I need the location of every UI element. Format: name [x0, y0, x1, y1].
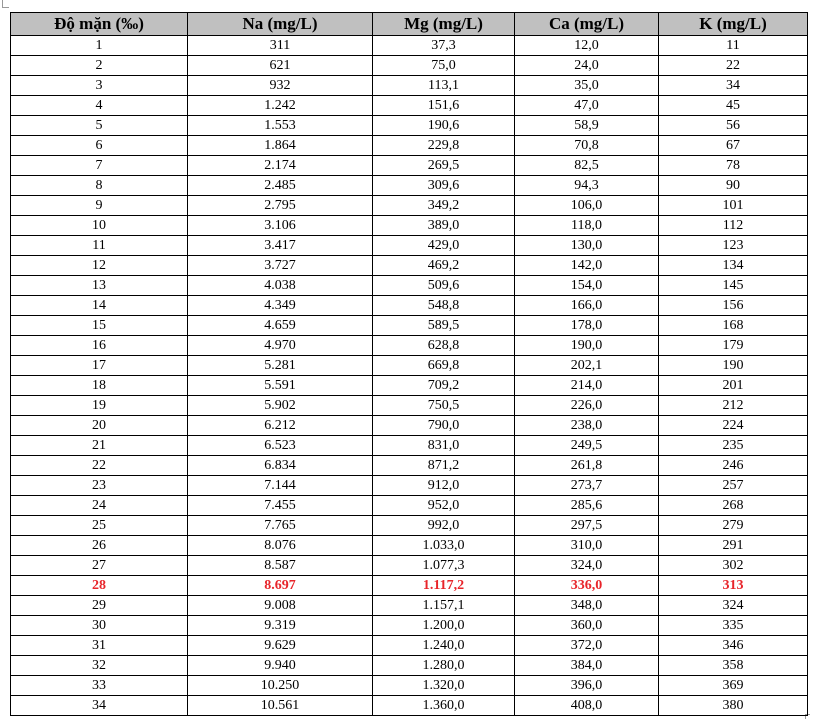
- magnesium-cell: 952,0: [373, 496, 515, 516]
- calcium-cell: 408,0: [515, 696, 659, 716]
- table-row: [11, 116, 808, 136]
- potassium-cell: 212: [659, 396, 808, 416]
- table-row: [11, 316, 808, 336]
- sodium-cell: 7.765: [188, 516, 373, 536]
- calcium-cell: 130,0: [515, 236, 659, 256]
- table-row: [11, 156, 808, 176]
- sodium-cell: 311: [188, 36, 373, 56]
- potassium-cell: 268: [659, 496, 808, 516]
- table-row: [11, 56, 808, 76]
- sodium-cell: 4.970: [188, 336, 373, 356]
- calcium-cell: 238,0: [515, 416, 659, 436]
- sodium-cell: 4.659: [188, 316, 373, 336]
- header-potassium: K (mg/L): [659, 13, 808, 36]
- calcium-cell: 35,0: [515, 76, 659, 96]
- sodium-cell: 5.902: [188, 396, 373, 416]
- salinity-cell: 29: [11, 596, 188, 616]
- header-salinity: Độ mặn (‰): [11, 13, 188, 36]
- potassium-cell: 224: [659, 416, 808, 436]
- magnesium-cell: 750,5: [373, 396, 515, 416]
- sodium-cell: 7.144: [188, 476, 373, 496]
- magnesium-cell: 1.077,3: [373, 556, 515, 576]
- salinity-cell: 16: [11, 336, 188, 356]
- sodium-cell: 8.697: [188, 576, 373, 596]
- sodium-cell: 2.174: [188, 156, 373, 176]
- potassium-cell: 22: [659, 56, 808, 76]
- salinity-cell: 5: [11, 116, 188, 136]
- salinity-cell: 1: [11, 36, 188, 56]
- sodium-cell: 5.591: [188, 376, 373, 396]
- magnesium-cell: 831,0: [373, 436, 515, 456]
- potassium-cell: 101: [659, 196, 808, 216]
- table-row: [11, 236, 808, 256]
- table-row: [11, 256, 808, 276]
- sodium-cell: 3.727: [188, 256, 373, 276]
- table-row: [11, 196, 808, 216]
- calcium-cell: 94,3: [515, 176, 659, 196]
- salinity-cell: 10: [11, 216, 188, 236]
- magnesium-cell: 151,6: [373, 96, 515, 116]
- table-row: [11, 416, 808, 436]
- magnesium-cell: 912,0: [373, 476, 515, 496]
- potassium-cell: 78: [659, 156, 808, 176]
- potassium-cell: 335: [659, 616, 808, 636]
- salinity-cell: 13: [11, 276, 188, 296]
- sodium-cell: 9.940: [188, 656, 373, 676]
- salinity-cell: 31: [11, 636, 188, 656]
- salinity-cell: 14: [11, 296, 188, 316]
- magnesium-cell: 589,5: [373, 316, 515, 336]
- calcium-cell: 154,0: [515, 276, 659, 296]
- sodium-cell: 3.417: [188, 236, 373, 256]
- salinity-cell: 34: [11, 696, 188, 716]
- calcium-cell: 336,0: [515, 576, 659, 596]
- sodium-cell: 8.076: [188, 536, 373, 556]
- sodium-cell: 1.864: [188, 136, 373, 156]
- table-row: [11, 656, 808, 676]
- table-row: [11, 556, 808, 576]
- salinity-cell: 9: [11, 196, 188, 216]
- calcium-cell: 166,0: [515, 296, 659, 316]
- calcium-cell: 24,0: [515, 56, 659, 76]
- potassium-cell: 67: [659, 136, 808, 156]
- calcium-cell: 273,7: [515, 476, 659, 496]
- calcium-cell: 372,0: [515, 636, 659, 656]
- table-header: [11, 13, 808, 36]
- sodium-cell: 1.553: [188, 116, 373, 136]
- salinity-cell: 6: [11, 136, 188, 156]
- salinity-cell: 11: [11, 236, 188, 256]
- table-row: [11, 456, 808, 476]
- salinity-cell: 21: [11, 436, 188, 456]
- potassium-cell: 156: [659, 296, 808, 316]
- text-boundary-mark: [2, 0, 9, 8]
- potassium-cell: 313: [659, 576, 808, 596]
- calcium-cell: 261,8: [515, 456, 659, 476]
- calcium-cell: 348,0: [515, 596, 659, 616]
- magnesium-cell: 1.280,0: [373, 656, 515, 676]
- sodium-cell: 8.587: [188, 556, 373, 576]
- magnesium-cell: 1.033,0: [373, 536, 515, 556]
- calcium-cell: 58,9: [515, 116, 659, 136]
- salinity-cell: 3: [11, 76, 188, 96]
- salinity-cell: 18: [11, 376, 188, 396]
- calcium-cell: 249,5: [515, 436, 659, 456]
- salinity-cell: 28: [11, 576, 188, 596]
- salinity-cell: 30: [11, 616, 188, 636]
- table-row: [11, 296, 808, 316]
- magnesium-cell: 509,6: [373, 276, 515, 296]
- sodium-cell: 6.212: [188, 416, 373, 436]
- magnesium-cell: 269,5: [373, 156, 515, 176]
- table-row: [11, 276, 808, 296]
- sodium-cell: 6.834: [188, 456, 373, 476]
- potassium-cell: 168: [659, 316, 808, 336]
- magnesium-cell: 1.157,1: [373, 596, 515, 616]
- table-row: [11, 36, 808, 56]
- table-row: [11, 356, 808, 376]
- magnesium-cell: 309,6: [373, 176, 515, 196]
- magnesium-cell: 113,1: [373, 76, 515, 96]
- table-row: [11, 676, 808, 696]
- potassium-cell: 123: [659, 236, 808, 256]
- salinity-cell: 25: [11, 516, 188, 536]
- table-row: [11, 136, 808, 156]
- potassium-cell: 346: [659, 636, 808, 656]
- magnesium-cell: 1.320,0: [373, 676, 515, 696]
- magnesium-cell: 75,0: [373, 56, 515, 76]
- header-sodium: Na (mg/L): [188, 13, 373, 36]
- header-calcium: Ca (mg/L): [515, 13, 659, 36]
- calcium-cell: 12,0: [515, 36, 659, 56]
- salinity-ion-table: [10, 12, 808, 716]
- calcium-cell: 47,0: [515, 96, 659, 116]
- potassium-cell: 291: [659, 536, 808, 556]
- potassium-cell: 179: [659, 336, 808, 356]
- table-row: [11, 96, 808, 116]
- calcium-cell: 396,0: [515, 676, 659, 696]
- sodium-cell: 5.281: [188, 356, 373, 376]
- calcium-cell: 285,6: [515, 496, 659, 516]
- potassium-cell: 369: [659, 676, 808, 696]
- table-row: [11, 696, 808, 716]
- magnesium-cell: 349,2: [373, 196, 515, 216]
- potassium-cell: 34: [659, 76, 808, 96]
- calcium-cell: 190,0: [515, 336, 659, 356]
- magnesium-cell: 229,8: [373, 136, 515, 156]
- table-row: [11, 216, 808, 236]
- calcium-cell: 70,8: [515, 136, 659, 156]
- sodium-cell: 7.455: [188, 496, 373, 516]
- magnesium-cell: 628,8: [373, 336, 515, 356]
- sodium-cell: 621: [188, 56, 373, 76]
- header-row: [11, 13, 808, 36]
- salinity-cell: 23: [11, 476, 188, 496]
- sodium-cell: 1.242: [188, 96, 373, 116]
- calcium-cell: 360,0: [515, 616, 659, 636]
- calcium-cell: 324,0: [515, 556, 659, 576]
- table-row: [11, 476, 808, 496]
- potassium-cell: 112: [659, 216, 808, 236]
- sodium-cell: 6.523: [188, 436, 373, 456]
- calcium-cell: 297,5: [515, 516, 659, 536]
- salinity-cell: 19: [11, 396, 188, 416]
- salinity-cell: 20: [11, 416, 188, 436]
- table-row: [11, 496, 808, 516]
- calcium-cell: 226,0: [515, 396, 659, 416]
- potassium-cell: 235: [659, 436, 808, 456]
- header-magnesium: Mg (mg/L): [373, 13, 515, 36]
- salinity-cell: 24: [11, 496, 188, 516]
- magnesium-cell: 389,0: [373, 216, 515, 236]
- table-row: [11, 176, 808, 196]
- salinity-cell: 2: [11, 56, 188, 76]
- magnesium-cell: 190,6: [373, 116, 515, 136]
- salinity-cell: 12: [11, 256, 188, 276]
- table-row: [11, 436, 808, 456]
- potassium-cell: 279: [659, 516, 808, 536]
- table-row: [11, 616, 808, 636]
- salinity-cell: 8: [11, 176, 188, 196]
- sodium-cell: 9.319: [188, 616, 373, 636]
- salinity-cell: 33: [11, 676, 188, 696]
- salinity-cell: 27: [11, 556, 188, 576]
- potassium-cell: 190: [659, 356, 808, 376]
- potassium-cell: 246: [659, 456, 808, 476]
- potassium-cell: 45: [659, 96, 808, 116]
- salinity-cell: 17: [11, 356, 188, 376]
- magnesium-cell: 709,2: [373, 376, 515, 396]
- magnesium-cell: 429,0: [373, 236, 515, 256]
- sodium-cell: 3.106: [188, 216, 373, 236]
- table-row: [11, 636, 808, 656]
- magnesium-cell: 1.240,0: [373, 636, 515, 656]
- sodium-cell: 10.250: [188, 676, 373, 696]
- potassium-cell: 145: [659, 276, 808, 296]
- calcium-cell: 118,0: [515, 216, 659, 236]
- table-row: [11, 396, 808, 416]
- sodium-cell: 2.795: [188, 196, 373, 216]
- magnesium-cell: 1.200,0: [373, 616, 515, 636]
- sodium-cell: 9.629: [188, 636, 373, 656]
- sodium-cell: 9.008: [188, 596, 373, 616]
- potassium-cell: 56: [659, 116, 808, 136]
- salinity-cell: 7: [11, 156, 188, 176]
- potassium-cell: 324: [659, 596, 808, 616]
- potassium-cell: 201: [659, 376, 808, 396]
- table-body: [11, 36, 808, 716]
- table-row: [11, 516, 808, 536]
- sodium-cell: 932: [188, 76, 373, 96]
- magnesium-cell: 469,2: [373, 256, 515, 276]
- potassium-cell: 257: [659, 476, 808, 496]
- calcium-cell: 178,0: [515, 316, 659, 336]
- calcium-cell: 384,0: [515, 656, 659, 676]
- salinity-cell: 22: [11, 456, 188, 476]
- magnesium-cell: 548,8: [373, 296, 515, 316]
- calcium-cell: 214,0: [515, 376, 659, 396]
- table-row: [11, 596, 808, 616]
- magnesium-cell: 1.360,0: [373, 696, 515, 716]
- potassium-cell: 11: [659, 36, 808, 56]
- potassium-cell: 380: [659, 696, 808, 716]
- sodium-cell: 4.349: [188, 296, 373, 316]
- table-row: [11, 536, 808, 556]
- magnesium-cell: 1.117,2: [373, 576, 515, 596]
- magnesium-cell: 37,3: [373, 36, 515, 56]
- table-row: [11, 576, 808, 596]
- magnesium-cell: 992,0: [373, 516, 515, 536]
- calcium-cell: 202,1: [515, 356, 659, 376]
- magnesium-cell: 871,2: [373, 456, 515, 476]
- sodium-cell: 2.485: [188, 176, 373, 196]
- sodium-cell: 4.038: [188, 276, 373, 296]
- calcium-cell: 82,5: [515, 156, 659, 176]
- salinity-cell: 4: [11, 96, 188, 116]
- calcium-cell: 106,0: [515, 196, 659, 216]
- table-row: [11, 376, 808, 396]
- calcium-cell: 310,0: [515, 536, 659, 556]
- magnesium-cell: 669,8: [373, 356, 515, 376]
- table-row: [11, 76, 808, 96]
- potassium-cell: 302: [659, 556, 808, 576]
- calcium-cell: 142,0: [515, 256, 659, 276]
- potassium-cell: 90: [659, 176, 808, 196]
- salinity-cell: 15: [11, 316, 188, 336]
- table-row: [11, 336, 808, 356]
- salinity-cell: 32: [11, 656, 188, 676]
- potassium-cell: 134: [659, 256, 808, 276]
- magnesium-cell: 790,0: [373, 416, 515, 436]
- sodium-cell: 10.561: [188, 696, 373, 716]
- potassium-cell: 358: [659, 656, 808, 676]
- salinity-cell: 26: [11, 536, 188, 556]
